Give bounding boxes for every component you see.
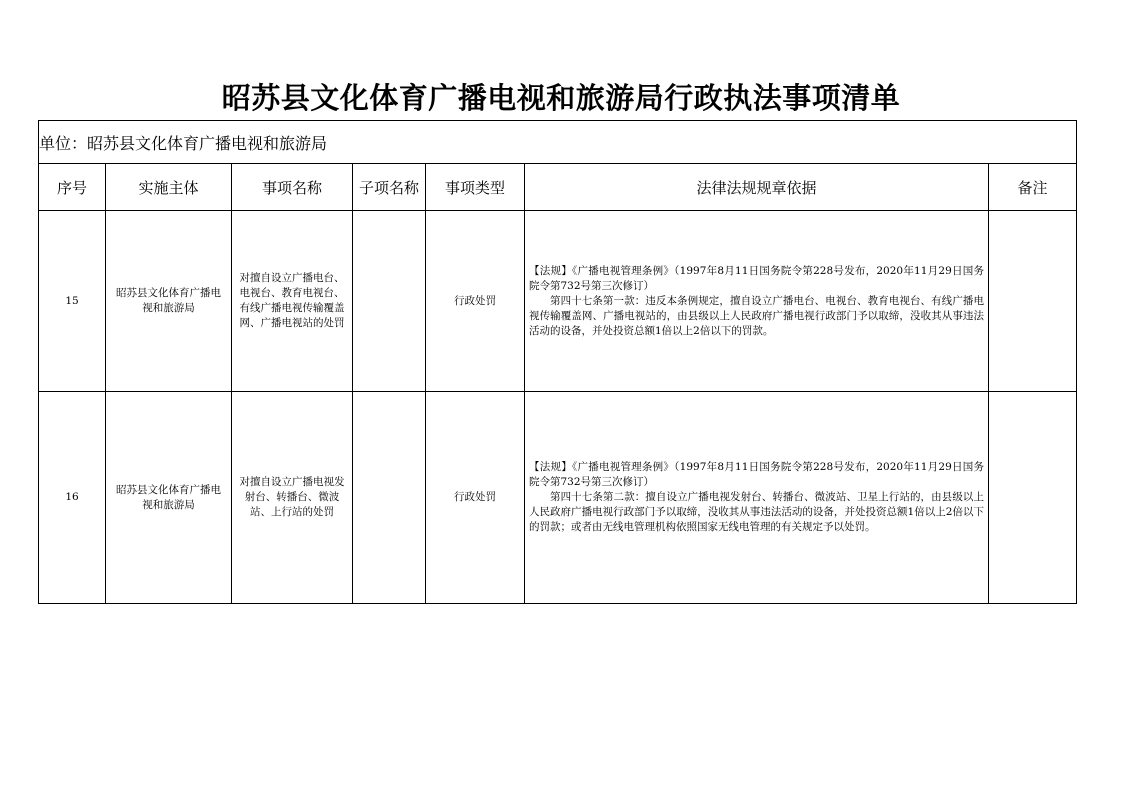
column-header-subject: 实施主体 bbox=[106, 164, 232, 211]
enforcement-table bbox=[38, 120, 1077, 604]
row-sub-item bbox=[353, 211, 426, 392]
row-type: 行政处罚 bbox=[426, 392, 525, 604]
column-header-sub-item: 子项名称 bbox=[353, 164, 426, 211]
basis-source: 【法规】《广播电视管理条例》（1997年8月11日国务院令第228号发布，2020年11月29日国务院令第732号第三次修订） bbox=[529, 461, 984, 488]
column-header-type: 事项类型 bbox=[426, 164, 525, 211]
column-header-number: 序号 bbox=[39, 164, 106, 211]
row-type: 行政处罚 bbox=[426, 211, 525, 392]
basis-article: 第四十七条第二款：擅自设立广播电视发射台、转播台、微波站、卫星上行站的，由县级以上人民政府广播电视行政部门予以取缔，没收其从事违法活动的设备，并处投资总额1倍以上2倍以下的罚款；或者由无线电管理机构依照国家无线电管理的有关规定予以处罚。 bbox=[529, 491, 984, 533]
basis-article: 第四十七条第一款：违反本条例规定，擅自设立广播电台、电视台、教育电视台、有线广播电视传输覆盖网、广播电视站的，由县级以上人民政府广播电视行政部门予以取缔，没收其从事违法活动的设备，并处投资总额1倍以上2倍以下的罚款。 bbox=[529, 294, 984, 337]
row-remark bbox=[989, 392, 1077, 604]
column-header-item-name: 事项名称 bbox=[232, 164, 353, 211]
row-item-name: 对擅自设立广播电视发射台、转播台、微波站、上行站的处罚 bbox=[232, 392, 353, 604]
row-number: 16 bbox=[39, 392, 106, 604]
row-number: 15 bbox=[39, 211, 106, 392]
column-header-remark: 备注 bbox=[989, 164, 1077, 211]
page-title: 昭苏县文化体育广播电视和旅游局行政执法事项清单 bbox=[221, 81, 901, 115]
row-sub-item bbox=[353, 392, 426, 604]
basis-source: 【法规】《广播电视管理条例》（1997年8月11日国务院令第228号发布，2020年11月29日国务院令第732号第三次修订） bbox=[529, 264, 984, 292]
row-basis bbox=[525, 392, 989, 604]
unit-label: 单位：昭苏县文化体育广播电视和旅游局 bbox=[39, 121, 1077, 164]
row-subject: 昭苏县文化体育广播电视和旅游局 bbox=[106, 211, 232, 392]
row-remark bbox=[989, 211, 1077, 392]
table-row bbox=[39, 392, 1077, 604]
header-row bbox=[39, 164, 1077, 211]
table-row bbox=[39, 211, 1077, 392]
row-basis bbox=[525, 211, 989, 392]
row-item-name: 对擅自设立广播电台、电视台、教育电视台、有线广播电视传输覆盖网、广播电视站的处罚 bbox=[232, 211, 353, 392]
column-header-basis: 法律法规规章依据 bbox=[525, 164, 989, 211]
row-subject: 昭苏县文化体育广播电视和旅游局 bbox=[106, 392, 232, 604]
unit-row bbox=[39, 121, 1077, 164]
